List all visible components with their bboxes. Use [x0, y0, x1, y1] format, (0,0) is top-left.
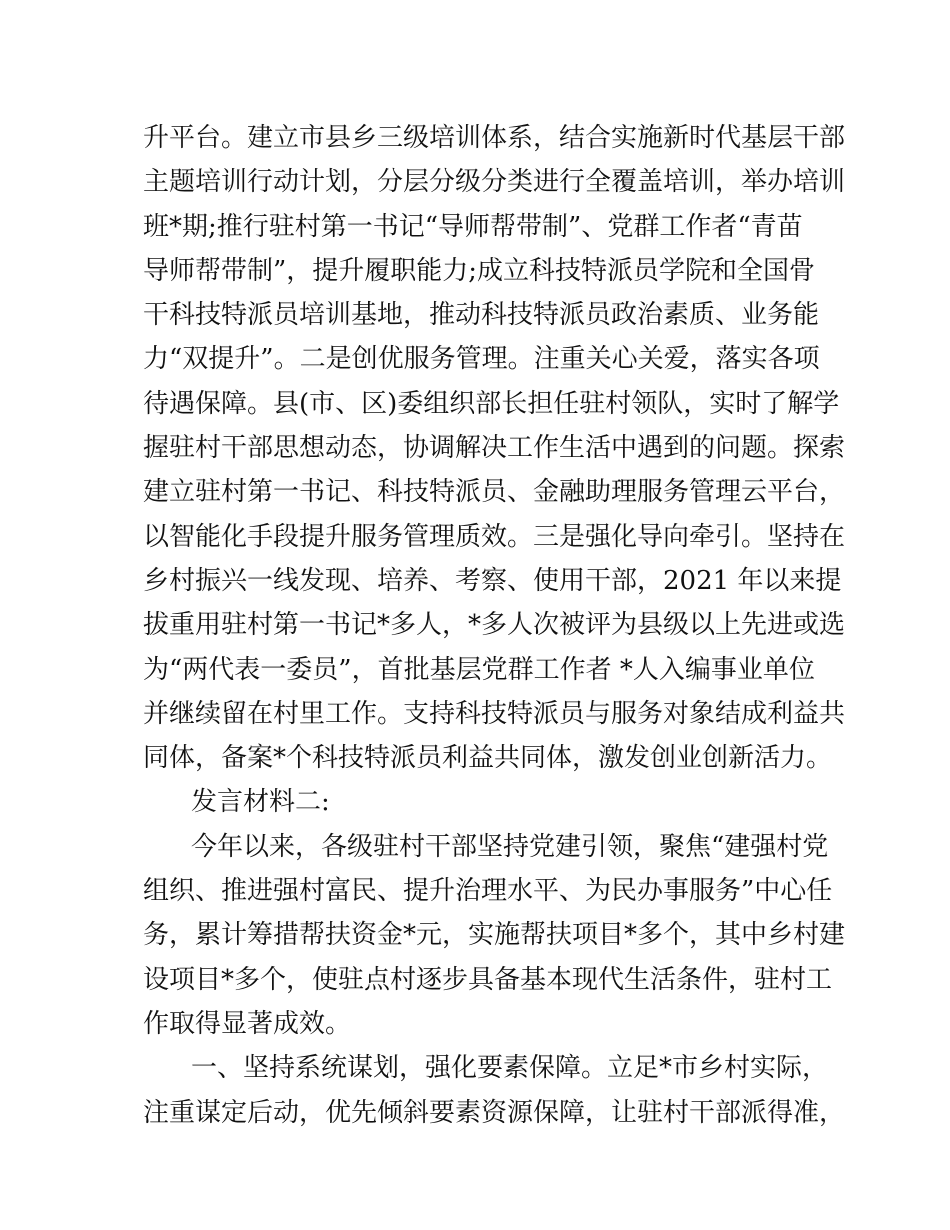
text-line: 乡村振兴一线发现、培养、考察、使用干部，2021 年以来提	[143, 565, 842, 596]
text-line: 待遇保障。县(市、区)委组织部长担任驻村领队，实时了解学	[143, 388, 840, 419]
text-line: 建立驻村第一书记、科技特派员、金融助理服务管理云平台，	[143, 477, 846, 508]
text-line: 今年以来，各级驻村干部坚持党建引领，聚焦“建强村党	[191, 831, 829, 862]
text-line: 干科技特派员培训基地，推动科技特派员政治素质、业务能	[143, 300, 820, 331]
text-line: 注重谋定后动，优先倾斜要素资源保障，让驻村干部派得准，	[143, 1097, 846, 1128]
text-line: 力“双提升”。二是创优服务管理。注重关心关爱，落实各项	[143, 344, 820, 375]
text-line: 升平台。建立市县乡三级培训体系，结合实施新时代基层干部	[143, 123, 846, 153]
text-line: 组织、推进强村富民、提升治理水平、为民办事服务”中心任	[143, 876, 833, 907]
text-line: 主题培训行动计划，分层分级分类进行全覆盖培训，举办培训	[143, 167, 846, 198]
text-line: 班*期;推行驻村第一书记“导师帮带制”、党群工作者“青苗	[143, 211, 803, 242]
text-line: 握驻村干部思想动态，协调解决工作生活中遇到的问题。探索	[143, 433, 846, 464]
text-line: 同体，备案*个科技特派员利益共同体，激发创业创新活力。	[143, 743, 833, 774]
section-heading: 发言材料二:	[191, 787, 330, 818]
text-line: 设项目*多个，使驻点村逐步具备基本现代生活条件，驻村工	[143, 964, 833, 995]
text-line: 一、坚持系统谋划，强化要素保障。立足*市乡村实际，	[191, 1053, 829, 1084]
text-line: 以智能化手段提升服务管理质效。三是强化导向牵引。坚持在	[143, 521, 846, 552]
text-line: 导师帮带制”，提升履职能力;成立科技特派员学院和全国骨	[143, 255, 816, 286]
text-line: 作取得显著成效。	[143, 1008, 352, 1039]
text-line: 并继续留在村里工作。支持科技特派员与服务对象结成利益共	[143, 698, 846, 729]
text-line: 为“两代表一委员”，首批基层党群工作者 *人入编事业单位	[143, 654, 815, 685]
body-text	[143, 116, 846, 1135]
text-line: 务，累计筹措帮扶资金*元，实施帮扶项目*多个，其中乡村建	[143, 920, 846, 951]
text-line: 拔重用驻村第一书记*多人，*多人次被评为县级以上先进或选	[143, 610, 846, 641]
